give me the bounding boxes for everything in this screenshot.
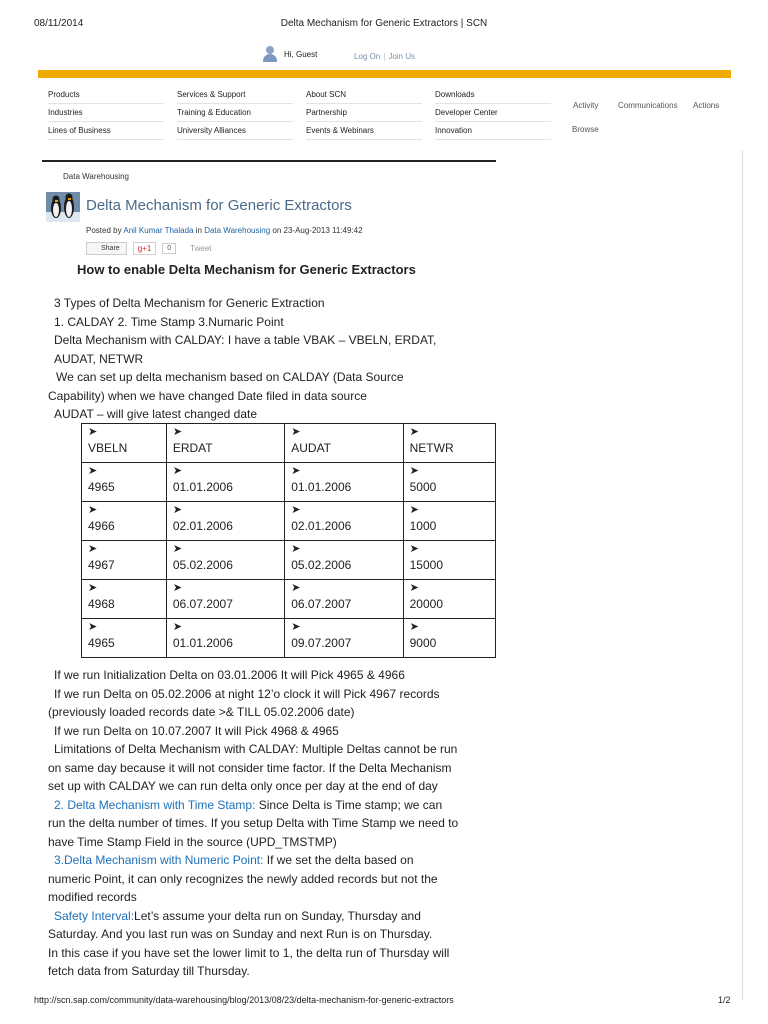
arrow-icon: ➤ <box>291 582 301 594</box>
meta-prefix: Posted by <box>86 226 122 235</box>
nav-item-partnership[interactable]: Partnership <box>306 104 422 122</box>
arrow-icon: ➤ <box>291 465 301 477</box>
guest-bar <box>262 46 317 62</box>
table-cell: ➤ 05.02.2006 <box>166 541 284 580</box>
safety-interval-link[interactable]: Safety Interval: <box>54 908 135 923</box>
body-line: If we run Initialization Delta on 03.01.2006 It will Pick 4965 & 4966 <box>54 668 405 682</box>
nav-item-events-webinars[interactable]: Events & Webinars <box>306 122 422 140</box>
vbak-table <box>81 423 496 658</box>
nav-item-lines-of-business[interactable]: Lines of Business <box>48 122 164 140</box>
share-bar <box>86 242 212 255</box>
intro-line: 1. CALDAY 2. Time Stamp 3.Numaric Point <box>54 314 284 329</box>
guest-greeting: Hi, Guest <box>284 49 318 59</box>
actions-menu[interactable]: Actions <box>693 101 720 110</box>
intro-line: AUDAT, NETWR <box>54 351 144 366</box>
table-header-row <box>82 424 496 463</box>
table-cell: ➤ 4965 <box>82 463 167 502</box>
numeric-section: 3.Delta Mechanism with Numeric Point: If we set the delta based on <box>54 853 414 867</box>
arrow-icon: ➤ <box>291 426 301 438</box>
user-avatar-icon <box>262 46 278 62</box>
table-cell: ➤ 15000 <box>403 541 495 580</box>
meta-date: on 23-Aug-2013 11:49:42 <box>272 226 363 235</box>
browse-menu[interactable]: Browse <box>572 125 599 134</box>
log-on-link[interactable]: Log On <box>354 52 381 61</box>
table-cell: ➤ 09.07.2007 <box>285 619 403 658</box>
table-cell: ➤ 05.02.2006 <box>285 541 403 580</box>
arrow-icon: ➤ <box>291 543 301 555</box>
table-row <box>82 580 496 619</box>
arrow-icon: ➤ <box>172 582 183 594</box>
nav-column-1 <box>48 86 164 140</box>
arrow-icon: ➤ <box>409 426 419 438</box>
arrow-icon: ➤ <box>409 543 419 555</box>
post-title: Delta Mechanism for Generic Extractors <box>86 197 352 214</box>
print-footer-url: http://scn.sap.com/community/data-warehousing/blog/2013/08/23/delta-mechanism-for-generic-extractors <box>34 995 454 1005</box>
table-cell: ➤ 5000 <box>403 463 495 502</box>
join-us-link[interactable]: Join Us <box>388 52 416 61</box>
table-header-cell: ➤ AUDAT <box>285 424 403 463</box>
nav-item-about-scn[interactable]: About SCN <box>306 86 422 104</box>
safety-section: Safety Interval:Let’s assume your delta run on Sunday, Thursday and <box>54 908 421 923</box>
intro-line: 3 Types of Delta Mechanism for Generic Extraction <box>54 296 325 310</box>
breadcrumb[interactable]: Data Warehousing <box>63 172 129 181</box>
table-cell: ➤ 4968 <box>82 580 167 619</box>
intro-line: We can set up delta mechanism based on CALDAY (Data Source <box>56 370 404 384</box>
arrow-icon: ➤ <box>409 504 419 516</box>
google-plus-label: +1 <box>142 244 152 253</box>
table-cell: ➤ 02.01.2006 <box>285 502 403 541</box>
table-cell: ➤ 9000 <box>403 619 495 658</box>
intro-text <box>48 294 500 424</box>
table-cell: ➤ 4965 <box>82 619 167 658</box>
body-line: run the delta number of times. If you setup Delta with Time Stamp we need to <box>48 816 459 830</box>
print-date: 08/11/2014 <box>34 18 84 29</box>
arrow-icon: ➤ <box>172 426 183 438</box>
arrow-icon: ➤ <box>88 465 98 477</box>
nav-item-developer-center[interactable]: Developer Center <box>435 104 551 122</box>
table-cell: ➤ 1000 <box>403 502 495 541</box>
timestamp-section: 2. Delta Mechanism with Time Stamp: Since Delta is Time stamp; we can <box>54 797 443 812</box>
arrow-icon: ➤ <box>291 621 301 633</box>
table-cell: ➤ 06.07.2007 <box>166 580 284 619</box>
table-header-cell: ➤ VBELN <box>82 424 167 463</box>
tweet-button[interactable]: Tweet <box>190 244 212 253</box>
table-cell: ➤ 01.01.2006 <box>166 463 284 502</box>
nav-item-training-education[interactable]: Training & Education <box>177 104 293 122</box>
table-row <box>82 619 496 658</box>
intro-line: Capability) when we have changed Date filed in data source <box>48 388 367 403</box>
nav-item-innovation[interactable]: Innovation <box>435 122 551 140</box>
meta-in: in <box>195 226 202 235</box>
content-top-rule <box>42 160 496 162</box>
body-line: Saturday. And you last run was on Sunday and next Run is on Thursday. <box>48 927 433 941</box>
numeric-point-link[interactable]: 3.Delta Mechanism with Numeric Point: <box>54 853 264 867</box>
nav-item-downloads[interactable]: Downloads <box>435 86 551 104</box>
arrow-icon: ➤ <box>88 504 98 516</box>
table-cell: ➤ 20000 <box>403 580 495 619</box>
nav-column-4 <box>435 86 551 140</box>
body-line: If we run Delta on 05.02.2006 at night 12’o clock it will Pick 4967 records <box>54 686 440 701</box>
body-line: numeric Point, it can only recognizes the newly added records but not the <box>48 871 438 886</box>
category-link[interactable]: Data Warehousing <box>204 226 271 235</box>
activity-menu[interactable]: Activity <box>573 101 599 110</box>
nav-column-2 <box>177 86 293 140</box>
table-row <box>82 541 496 580</box>
table-header-cell: ➤ ERDAT <box>166 424 284 463</box>
table-cell: ➤ 4967 <box>82 541 167 580</box>
auth-links <box>354 52 415 61</box>
article-heading: How to enable Delta Mechanism for Generic Extractors <box>77 262 416 277</box>
body-line: have Time Stamp Field in the source (UPD_TMSTMP) <box>48 834 337 849</box>
arrow-icon: ➤ <box>172 543 183 555</box>
g-icon: g <box>137 244 143 253</box>
communications-menu[interactable]: Communications <box>618 101 678 110</box>
arrow-icon: ➤ <box>291 504 301 516</box>
delta-scenarios-text <box>48 666 500 981</box>
arrow-icon: ➤ <box>88 621 98 633</box>
arrow-icon: ➤ <box>88 426 98 438</box>
body-line: If we run Delta on 10.07.2007 It will Pick 4968 & 4965 <box>54 723 339 738</box>
table-row <box>82 502 496 541</box>
penguins-image <box>46 192 80 222</box>
nav-item-university-alliances[interactable]: University Alliances <box>177 122 293 140</box>
table-cell: ➤ 4966 <box>82 502 167 541</box>
table-cell: ➤ 01.01.2006 <box>166 619 284 658</box>
print-page-number: 1/2 <box>718 995 731 1005</box>
table-cell: ➤ 02.01.2006 <box>166 502 284 541</box>
body-line: Limitations of Delta Mechanism with CALDAY: Multiple Deltas cannot be run <box>54 742 458 756</box>
nav-item-products[interactable]: Products <box>48 86 164 104</box>
sidebar-divider <box>742 150 743 1000</box>
post-meta <box>86 226 363 235</box>
arrow-icon: ➤ <box>172 621 183 633</box>
arrow-icon: ➤ <box>409 582 419 594</box>
site-header-bar <box>38 70 731 78</box>
body-line: In this case if you have set the lower limit to 1, the delta run of Thursday will <box>48 945 450 960</box>
arrow-icon: ➤ <box>172 465 183 477</box>
google-plus-count: 0 <box>162 243 176 254</box>
body-line: modified records <box>48 890 137 904</box>
body-line: set up with CALDAY we can run delta only once per day at the end of day <box>48 779 438 793</box>
nav-item-services-support[interactable]: Services & Support <box>177 86 293 104</box>
table-cell: ➤ 01.01.2006 <box>285 463 403 502</box>
nav-item-industries[interactable]: Industries <box>48 104 164 122</box>
table-row <box>82 463 496 502</box>
body-line: on same day because it will not consider time factor. If the Delta Mechanism <box>48 760 452 775</box>
google-plus-button[interactable] <box>133 242 157 255</box>
table-cell: ➤ 06.07.2007 <box>285 580 403 619</box>
timestamp-link[interactable]: 2. Delta Mechanism with Time Stamp: <box>54 797 256 812</box>
arrow-icon: ➤ <box>172 504 183 516</box>
arrow-icon: ➤ <box>409 621 419 633</box>
intro-line: AUDAT – will give latest changed date <box>54 407 257 421</box>
print-page-title: Delta Mechanism for Generic Extractors | SCN <box>280 18 488 29</box>
author-avatar <box>46 192 80 222</box>
table-header-cell: ➤ NETWR <box>403 424 495 463</box>
auth-separator: | <box>383 52 386 61</box>
arrow-icon: ➤ <box>88 582 98 594</box>
share-button[interactable]: Share <box>86 242 127 255</box>
nav-column-3 <box>306 86 422 140</box>
intro-line: Delta Mechanism with CALDAY: I have a table VBAK – VBELN, ERDAT, <box>54 333 437 347</box>
body-line: fetch data from Saturday till Thursday. <box>48 964 250 978</box>
body-line: (previously loaded records date >& TILL 05.02.2006 date) <box>48 705 355 719</box>
author-link[interactable]: Anil Kumar Thalada <box>123 226 194 235</box>
arrow-icon: ➤ <box>409 465 419 477</box>
arrow-icon: ➤ <box>88 543 98 555</box>
